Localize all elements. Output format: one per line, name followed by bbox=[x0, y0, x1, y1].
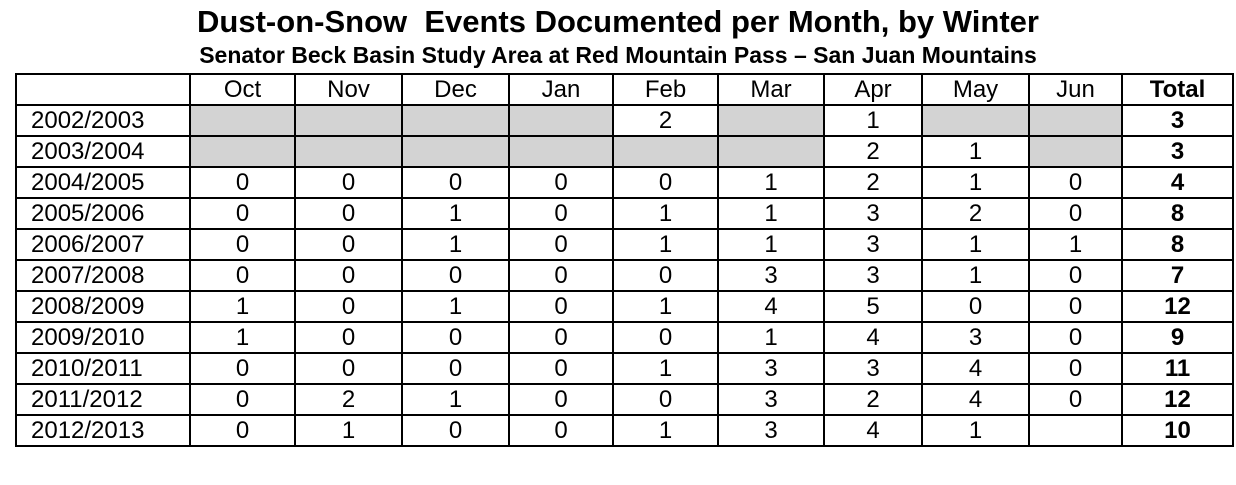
event-count-cell: 1 bbox=[613, 291, 718, 322]
winter-label: 2004/2005 bbox=[16, 167, 190, 198]
total-cell: 4 bbox=[1122, 167, 1233, 198]
total-cell: 11 bbox=[1122, 353, 1233, 384]
column-header: Mar bbox=[718, 74, 824, 105]
event-count-cell: 1 bbox=[922, 260, 1029, 291]
event-count-cell: 0 bbox=[509, 291, 613, 322]
event-count-cell: 0 bbox=[509, 167, 613, 198]
total-cell: 3 bbox=[1122, 105, 1233, 136]
total-cell: 12 bbox=[1122, 384, 1233, 415]
winter-label: 2012/2013 bbox=[16, 415, 190, 446]
event-count-cell: 4 bbox=[718, 291, 824, 322]
event-count-cell: 0 bbox=[1029, 167, 1122, 198]
total-cell: 7 bbox=[1122, 260, 1233, 291]
table-row bbox=[16, 322, 1233, 353]
not-recorded-cell bbox=[718, 105, 824, 136]
table-row bbox=[16, 167, 1233, 198]
event-count-cell: 0 bbox=[295, 322, 402, 353]
event-count-cell: 0 bbox=[1029, 260, 1122, 291]
column-header: Jan bbox=[509, 74, 613, 105]
event-count-cell: 0 bbox=[190, 198, 295, 229]
event-count-cell: 1 bbox=[718, 198, 824, 229]
column-header: Jun bbox=[1029, 74, 1122, 105]
corner-cell bbox=[16, 74, 190, 105]
not-recorded-cell bbox=[190, 105, 295, 136]
event-count-cell: 0 bbox=[295, 291, 402, 322]
total-cell: 8 bbox=[1122, 229, 1233, 260]
not-recorded-cell bbox=[509, 136, 613, 167]
event-count-cell: 3 bbox=[718, 353, 824, 384]
event-count-cell: 4 bbox=[824, 322, 922, 353]
total-column-header: Total bbox=[1122, 74, 1233, 105]
event-count-cell: 2 bbox=[824, 136, 922, 167]
event-count-cell: 3 bbox=[824, 229, 922, 260]
winter-label: 2006/2007 bbox=[16, 229, 190, 260]
event-count-cell: 4 bbox=[824, 415, 922, 446]
event-count-cell: 0 bbox=[1029, 198, 1122, 229]
event-count-cell bbox=[1029, 415, 1122, 446]
event-count-cell: 0 bbox=[509, 353, 613, 384]
not-recorded-cell bbox=[509, 105, 613, 136]
event-count-cell: 0 bbox=[1029, 353, 1122, 384]
event-count-cell: 1 bbox=[718, 167, 824, 198]
winter-label: 2011/2012 bbox=[16, 384, 190, 415]
event-count-cell: 0 bbox=[509, 415, 613, 446]
not-recorded-cell bbox=[402, 105, 509, 136]
table-row bbox=[16, 260, 1233, 291]
event-count-cell: 0 bbox=[1029, 322, 1122, 353]
winter-label: 2005/2006 bbox=[16, 198, 190, 229]
table-row bbox=[16, 229, 1233, 260]
event-count-cell: 0 bbox=[922, 291, 1029, 322]
event-count-cell: 1 bbox=[922, 167, 1029, 198]
event-count-cell: 0 bbox=[190, 353, 295, 384]
event-count-cell: 0 bbox=[190, 415, 295, 446]
chart-subtitle: Senator Beck Basin Study Area at Red Mountain Pass – San Juan Mountains bbox=[199, 42, 1037, 68]
event-count-cell: 0 bbox=[613, 260, 718, 291]
event-count-cell: 1 bbox=[613, 198, 718, 229]
event-count-cell: 3 bbox=[718, 415, 824, 446]
event-count-cell: 2 bbox=[922, 198, 1029, 229]
table-row bbox=[16, 198, 1233, 229]
event-count-cell: 1 bbox=[190, 291, 295, 322]
table-row bbox=[16, 136, 1233, 167]
column-header: Feb bbox=[613, 74, 718, 105]
event-count-cell: 0 bbox=[295, 229, 402, 260]
events-table bbox=[15, 73, 1234, 447]
event-count-cell: 1 bbox=[190, 322, 295, 353]
event-count-cell: 1 bbox=[402, 384, 509, 415]
event-count-cell: 0 bbox=[402, 260, 509, 291]
event-count-cell: 0 bbox=[509, 229, 613, 260]
table-row bbox=[16, 353, 1233, 384]
winter-label: 2010/2011 bbox=[16, 353, 190, 384]
event-count-cell: 4 bbox=[922, 353, 1029, 384]
event-count-cell: 0 bbox=[1029, 384, 1122, 415]
event-count-cell: 0 bbox=[509, 384, 613, 415]
event-count-cell: 1 bbox=[402, 229, 509, 260]
winter-label: 2007/2008 bbox=[16, 260, 190, 291]
not-recorded-cell bbox=[1029, 136, 1122, 167]
event-count-cell: 1 bbox=[613, 415, 718, 446]
event-count-cell: 0 bbox=[613, 384, 718, 415]
event-count-cell: 1 bbox=[402, 198, 509, 229]
winter-label: 2008/2009 bbox=[16, 291, 190, 322]
event-count-cell: 3 bbox=[922, 322, 1029, 353]
total-cell: 10 bbox=[1122, 415, 1233, 446]
not-recorded-cell bbox=[295, 136, 402, 167]
chart-title: Dust-on-Snow Events Documented per Month, by Winter bbox=[197, 4, 1039, 39]
column-header: Nov bbox=[295, 74, 402, 105]
event-count-cell: 3 bbox=[824, 260, 922, 291]
event-count-cell: 0 bbox=[1029, 291, 1122, 322]
event-count-cell: 0 bbox=[509, 322, 613, 353]
column-header: Apr bbox=[824, 74, 922, 105]
event-count-cell: 2 bbox=[613, 105, 718, 136]
event-count-cell: 3 bbox=[718, 384, 824, 415]
event-count-cell: 2 bbox=[824, 384, 922, 415]
table-row bbox=[16, 105, 1233, 136]
winter-label: 2003/2004 bbox=[16, 136, 190, 167]
header-row bbox=[16, 74, 1233, 105]
event-count-cell: 5 bbox=[824, 291, 922, 322]
not-recorded-cell bbox=[1029, 105, 1122, 136]
event-count-cell: 4 bbox=[922, 384, 1029, 415]
event-count-cell: 0 bbox=[190, 167, 295, 198]
total-cell: 8 bbox=[1122, 198, 1233, 229]
winter-label: 2009/2010 bbox=[16, 322, 190, 353]
event-count-cell: 2 bbox=[295, 384, 402, 415]
winter-label: 2002/2003 bbox=[16, 105, 190, 136]
event-count-cell: 0 bbox=[402, 415, 509, 446]
event-count-cell: 3 bbox=[824, 353, 922, 384]
event-count-cell: 0 bbox=[295, 198, 402, 229]
event-count-cell: 1 bbox=[824, 105, 922, 136]
table-body bbox=[16, 105, 1233, 446]
event-count-cell: 0 bbox=[190, 229, 295, 260]
table-row bbox=[16, 291, 1233, 322]
event-count-cell: 1 bbox=[295, 415, 402, 446]
event-count-cell: 1 bbox=[402, 291, 509, 322]
column-header: Oct bbox=[190, 74, 295, 105]
event-count-cell: 2 bbox=[824, 167, 922, 198]
event-count-cell: 0 bbox=[295, 260, 402, 291]
total-cell: 12 bbox=[1122, 291, 1233, 322]
not-recorded-cell bbox=[190, 136, 295, 167]
event-count-cell: 1 bbox=[922, 415, 1029, 446]
event-count-cell: 0 bbox=[190, 384, 295, 415]
not-recorded-cell bbox=[402, 136, 509, 167]
table-row bbox=[16, 415, 1233, 446]
event-count-cell: 0 bbox=[402, 322, 509, 353]
event-count-cell: 1 bbox=[718, 229, 824, 260]
total-cell: 9 bbox=[1122, 322, 1233, 353]
event-count-cell: 0 bbox=[509, 260, 613, 291]
event-count-cell: 0 bbox=[190, 260, 295, 291]
event-count-cell: 3 bbox=[824, 198, 922, 229]
event-count-cell: 0 bbox=[295, 167, 402, 198]
event-count-cell: 1 bbox=[613, 353, 718, 384]
event-count-cell: 1 bbox=[1029, 229, 1122, 260]
table-row bbox=[16, 384, 1233, 415]
event-count-cell: 3 bbox=[718, 260, 824, 291]
not-recorded-cell bbox=[718, 136, 824, 167]
event-count-cell: 0 bbox=[402, 353, 509, 384]
total-cell: 3 bbox=[1122, 136, 1233, 167]
column-header: May bbox=[922, 74, 1029, 105]
event-count-cell: 1 bbox=[922, 136, 1029, 167]
event-count-cell: 1 bbox=[718, 322, 824, 353]
not-recorded-cell bbox=[613, 136, 718, 167]
event-count-cell: 0 bbox=[613, 167, 718, 198]
not-recorded-cell bbox=[922, 105, 1029, 136]
event-count-cell: 0 bbox=[613, 322, 718, 353]
event-count-cell: 1 bbox=[613, 229, 718, 260]
not-recorded-cell bbox=[295, 105, 402, 136]
event-count-cell: 0 bbox=[509, 198, 613, 229]
column-header: Dec bbox=[402, 74, 509, 105]
event-count-cell: 0 bbox=[295, 353, 402, 384]
event-count-cell: 1 bbox=[922, 229, 1029, 260]
event-count-cell: 0 bbox=[402, 167, 509, 198]
